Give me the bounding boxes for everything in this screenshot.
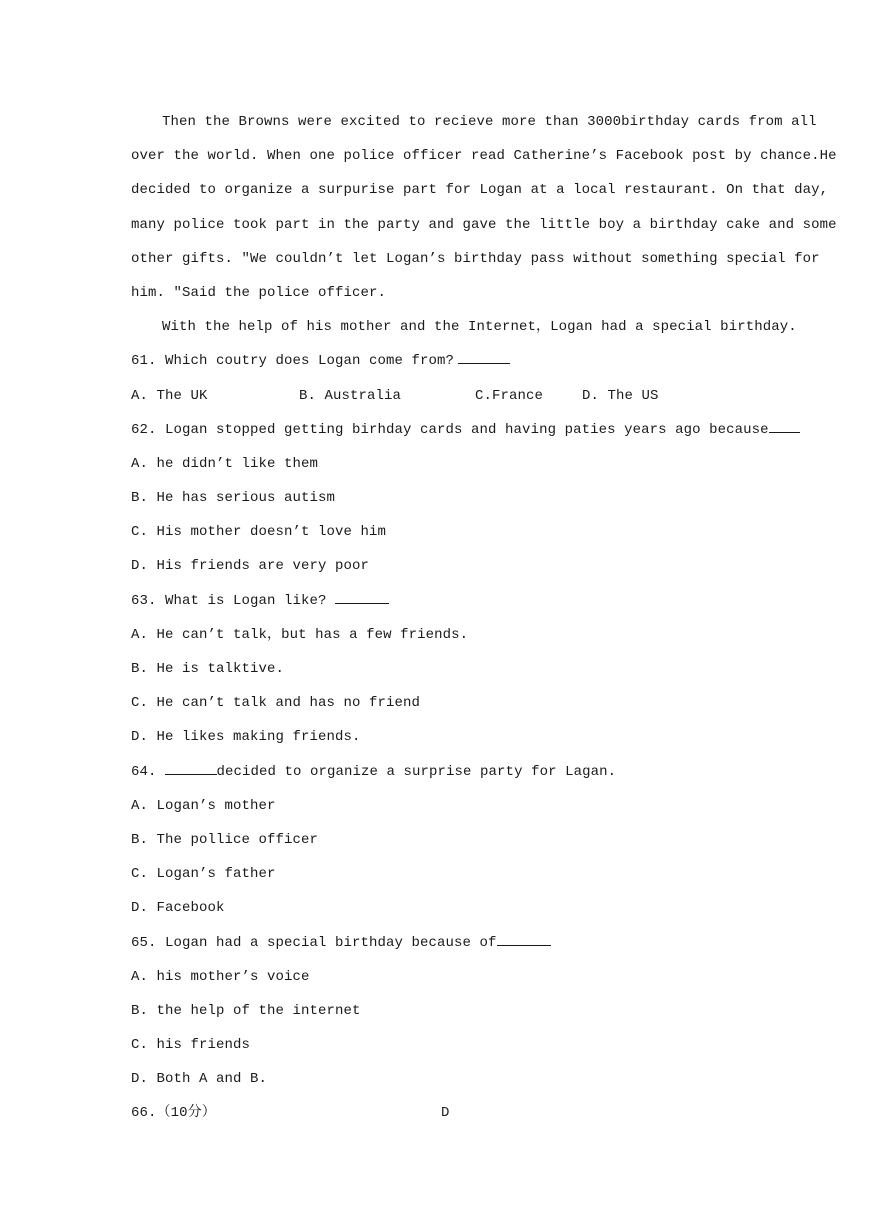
- passage-paragraph-2: With the help of his mother and the Internet，Logan had a special birthday.: [162, 319, 797, 336]
- option-a: A. Logan’s mother: [131, 797, 276, 814]
- option-d: D. He likes making friends.: [131, 729, 361, 746]
- passage-line: Then the Browns were excited to recieve more than 3000birthday cards from all: [162, 114, 817, 130]
- question-stem: decided to organize a surprise party for Lagan.: [216, 763, 617, 780]
- answer-blank[interactable]: [165, 760, 217, 775]
- option-a: A. The UK: [131, 387, 208, 404]
- passage-line: other gifts. "We couldn’t let Logan’s birthday pass without something special for: [131, 250, 820, 267]
- question-64: [131, 760, 741, 794]
- question-stem: 62. Logan stopped getting birhday cards and having paties years ago because: [131, 421, 769, 438]
- option-c: C. His mother doesn’t love him: [131, 524, 387, 541]
- passage-line: him. "Said the police officer.: [131, 284, 387, 301]
- option-d: D. Facebook: [131, 900, 225, 917]
- option-b: B. Australia: [299, 387, 402, 404]
- option-b: B. He has serious autism: [131, 490, 336, 507]
- section-header: [131, 1101, 741, 1135]
- answer-blank[interactable]: [458, 349, 510, 364]
- option-c: C.France: [475, 387, 544, 404]
- passage-line: over the world. When one police officer read Catherine’s Facebook post by chance.He: [131, 148, 837, 165]
- option-d: D. The US: [582, 387, 659, 404]
- question-63: [131, 589, 741, 623]
- option-a: A. he didn’t like them: [131, 455, 319, 472]
- question-61: [131, 349, 741, 383]
- passage-line: decided to organize a surpurise part for Logan at a local restaurant. On that day,: [131, 182, 829, 199]
- question-62: [131, 418, 769, 452]
- section-letter: D: [441, 1105, 450, 1122]
- option-b: B. The pollice officer: [131, 831, 319, 848]
- option-d: D. His friends are very poor: [131, 558, 370, 575]
- document-page: [131, 110, 837, 1136]
- answer-blank[interactable]: [335, 589, 389, 604]
- question-61-options: [131, 384, 741, 418]
- option-b: B. the help of the internet: [131, 1002, 361, 1019]
- option-c: C. his friends: [131, 1037, 251, 1054]
- option-b: B. He is talktive.: [131, 661, 285, 677]
- question-number: 64.: [131, 763, 157, 780]
- passage-line: many police took part in the party and gave the little boy a birthday cake and some: [131, 216, 837, 233]
- option-a: A. He can’t talk，but has a few friends.: [131, 626, 469, 643]
- section-label: 66.（10分）: [131, 1105, 216, 1122]
- question-stem: 61. Which coutry does Logan come from?: [131, 353, 455, 370]
- answer-blank[interactable]: [497, 931, 551, 946]
- question-stem: 65. Logan had a special birthday because of: [131, 934, 497, 951]
- option-c: C. Logan’s father: [131, 866, 276, 883]
- question-stem: 63. What is Logan like?: [131, 592, 327, 609]
- answer-blank[interactable]: [769, 418, 800, 433]
- option-c: C. He can’t talk and has no friend: [131, 695, 421, 712]
- question-65: [131, 931, 741, 965]
- option-a: A. his mother’s voice: [131, 968, 310, 985]
- option-d: D. Both A and B.: [131, 1071, 268, 1088]
